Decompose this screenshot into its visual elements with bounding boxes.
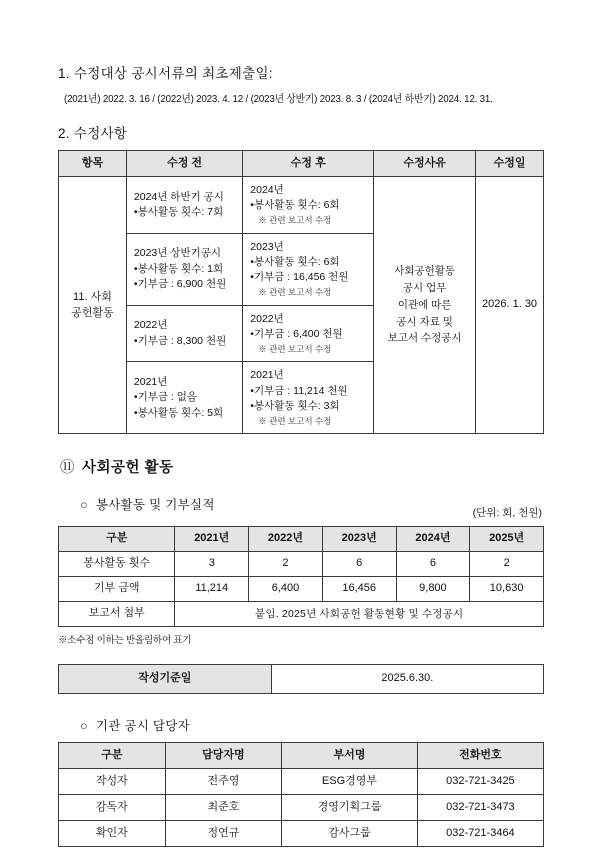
revision-before-cell <box>126 177 242 234</box>
contact-name: 정연규 <box>165 821 281 847</box>
before-line: •봉사활동 횟수: 5회 <box>133 406 224 419</box>
subsection-label: 봉사활동 및 기부실적 <box>95 498 215 513</box>
col-header-phone: 전화번호 <box>417 743 543 769</box>
reason-line: 이관에 따른 <box>397 298 452 311</box>
contacts-table <box>58 742 544 847</box>
contact-dept: 경영기획그룹 <box>282 795 418 821</box>
revision-before-cell <box>126 305 242 362</box>
after-line: 2023년 <box>250 240 284 253</box>
before-line: •기부금 : 6,900 천원 <box>133 277 227 290</box>
revision-before-cell <box>126 362 242 434</box>
revision-items-label: 2. 수정사항 <box>58 126 128 141</box>
before-line: •기부금 : 없음 <box>133 391 198 404</box>
cell-value: 10,630 <box>470 577 544 602</box>
after-line: 2021년 <box>250 369 284 382</box>
contact-phone: 032-721-3464 <box>417 821 543 847</box>
section-title <box>60 456 544 477</box>
cell-value: 6 <box>396 552 470 577</box>
after-note: ※ 관련 보고서 수정 <box>258 344 332 355</box>
cell-value: 9,800 <box>396 577 470 602</box>
section-number: ⑪ <box>60 460 75 477</box>
rounding-footnote: ※소수점 이하는 반올림하여 표기 <box>58 635 192 647</box>
cell-value: 6,400 <box>249 577 323 602</box>
col-header-date: 수정일 <box>476 151 544 177</box>
performance-table <box>58 526 544 627</box>
contact-dept: ESG경영부 <box>282 769 418 795</box>
table-header-row <box>59 151 544 177</box>
revision-reason-cell <box>374 177 476 434</box>
col-header-name: 담당자명 <box>165 743 281 769</box>
after-line: 2024년 <box>250 184 284 196</box>
contact-phone: 032-721-3473 <box>417 795 543 821</box>
unit-note: (단위: 회, 천원) <box>472 507 542 520</box>
cell-value: 16,456 <box>322 577 396 602</box>
col-header-2025: 2025년 <box>470 527 544 552</box>
base-date-value: 2025.6.30. <box>271 665 543 694</box>
section-title-text: 사회공헌 활동 <box>82 460 174 477</box>
revision-after-cell <box>243 305 374 362</box>
cell-value: 2 <box>249 552 323 577</box>
circle-bullet-icon: ○ <box>80 498 88 513</box>
row-label-donation-amount: 기부 금액 <box>59 577 175 602</box>
contact-name: 전주영 <box>165 769 281 795</box>
table-header-row <box>59 527 544 552</box>
col-header-item: 항목 <box>59 151 127 177</box>
col-header-category: 구분 <box>59 527 175 552</box>
before-line: •봉사활동 횟수: 7회 <box>133 205 224 218</box>
col-header-2024: 2024년 <box>396 527 470 552</box>
revision-category-cell <box>59 177 127 434</box>
before-line: •기부금 : 8,300 천원 <box>133 334 227 347</box>
contact-role: 감독자 <box>59 795 166 821</box>
before-line: 2022년 <box>133 319 168 332</box>
after-line: •기부금 : 6,400 천원 <box>250 327 343 340</box>
cell-value: 11,214 <box>175 577 249 602</box>
subsection-contacts <box>80 716 544 734</box>
revision-after-cell <box>243 362 374 434</box>
revision-date-cell: 2026. 1. 30 <box>476 177 544 434</box>
reason-line: 공시 업무 <box>402 282 447 295</box>
revision-target-label: 1. 수정대상 공시서류의 최초제출일: <box>58 66 273 81</box>
col-header-after: 수정 후 <box>243 151 374 177</box>
reason-line: 보고서 수정공시 <box>387 332 462 345</box>
reason-line: 공시 자료 및 <box>396 315 453 328</box>
revision-before-cell <box>126 233 242 305</box>
revision-target-dates: (2021년) 2022. 3. 16 / (2022년) 2023. 4. 12 / (2023년 상반기) 2023. 8. 3 / (2024년 하반기) 2024. 12. 31. <box>64 93 493 105</box>
cell-value: 6 <box>322 552 396 577</box>
before-line: 2023년 상반기공시 <box>133 247 222 260</box>
base-date-label: 작성기준일 <box>59 665 272 694</box>
after-note: ※ 관련 보고서 수정 <box>258 287 332 298</box>
col-header-reason: 수정사유 <box>374 151 476 177</box>
col-header-2021: 2021년 <box>175 527 249 552</box>
cell-value: 3 <box>175 552 249 577</box>
col-header-dept: 부서명 <box>282 743 418 769</box>
contact-dept: 감사그룹 <box>282 821 418 847</box>
col-header-role: 구분 <box>59 743 166 769</box>
before-line: 2024년 하반기 공시 <box>133 190 224 203</box>
revision-table <box>58 150 544 434</box>
revision-category-line1: 11. 사회 <box>73 290 112 303</box>
table-row <box>59 821 544 847</box>
revision-after-cell <box>243 177 374 234</box>
before-line: 2021년 <box>133 376 168 389</box>
table-row <box>59 177 544 234</box>
table-row <box>59 577 544 602</box>
after-line: •봉사활동 횟수: 6회 <box>250 199 340 212</box>
contact-phone: 032-721-3425 <box>417 769 543 795</box>
circle-bullet-icon: ○ <box>80 719 88 734</box>
revision-after-cell <box>243 233 374 305</box>
cell-value: 2 <box>470 552 544 577</box>
row-label-attachment: 보고서 첨부 <box>59 602 175 627</box>
after-line: •봉사활동 횟수: 6회 <box>250 255 340 268</box>
after-note: ※ 관련 보고서 수정 <box>258 416 332 427</box>
table-header-row <box>59 743 544 769</box>
table-row <box>59 552 544 577</box>
after-note: ※ 관련 보고서 수정 <box>258 215 332 226</box>
subsection-label: 기관 공시 담당자 <box>95 719 191 734</box>
table-row <box>59 665 544 694</box>
row-label-volunteer-count: 봉사활동 횟수 <box>59 552 175 577</box>
table-row <box>59 602 544 627</box>
after-line: 2022년 <box>250 312 284 325</box>
after-line: •봉사활동 횟수: 3회 <box>250 399 340 412</box>
reason-line: 사회공헌활동 <box>394 265 456 278</box>
contact-role: 작성자 <box>59 769 166 795</box>
table-row <box>59 769 544 795</box>
base-date-table <box>58 664 544 694</box>
col-header-2022: 2022년 <box>249 527 323 552</box>
contact-name: 최준호 <box>165 795 281 821</box>
attachment-value: 붙임. 2025년 사회공헌 활동현황 및 수정공시 <box>175 602 544 627</box>
table-row <box>59 795 544 821</box>
after-line: •기부금 : 16,456 천원 <box>250 271 349 284</box>
revision-category-line2: 공헌활동 <box>71 307 114 320</box>
col-header-before: 수정 전 <box>126 151 242 177</box>
before-line: •봉사활동 횟수: 1회 <box>133 262 224 275</box>
after-line: •기부금 : 11,214 천원 <box>250 384 348 397</box>
col-header-2023: 2023년 <box>322 527 396 552</box>
contact-role: 확인자 <box>59 821 166 847</box>
